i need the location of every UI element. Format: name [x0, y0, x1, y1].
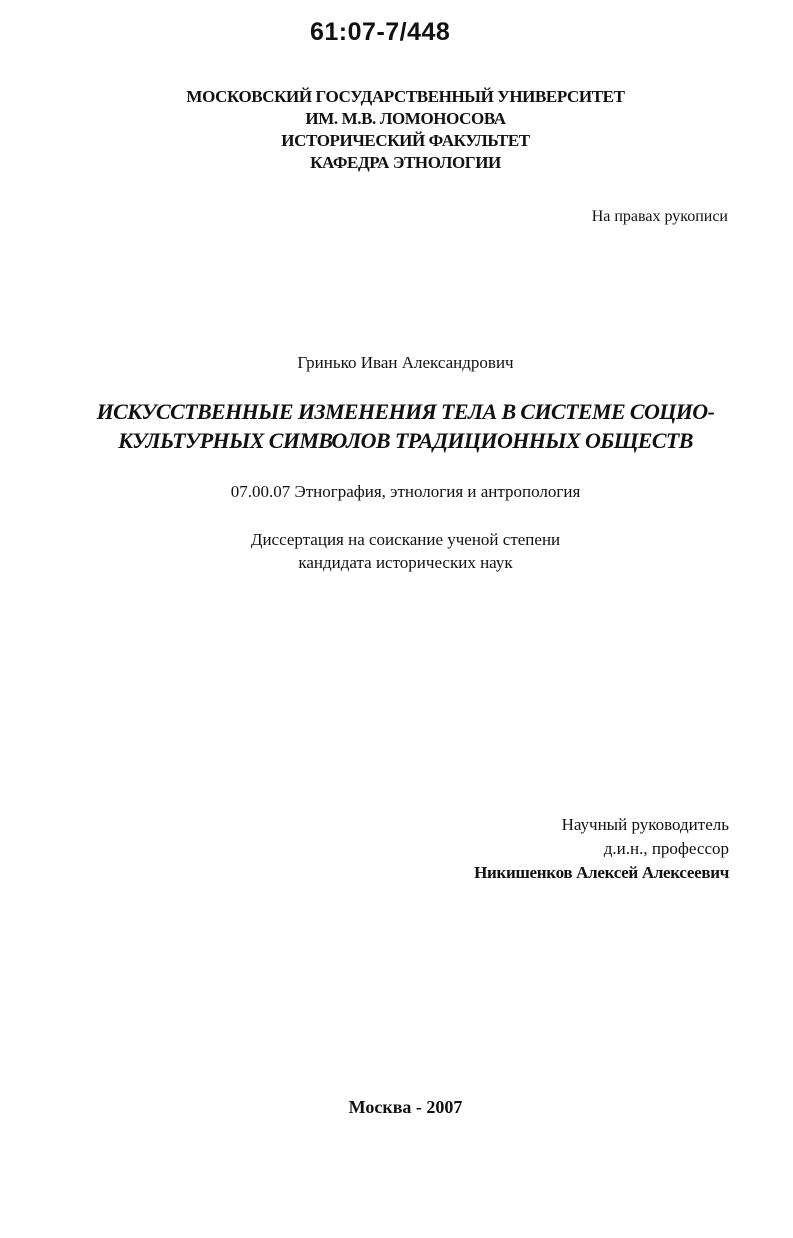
university-name: МОСКОВСКИЙ ГОСУДАРСТВЕННЫЙ УНИВЕРСИТЕТ — [186, 87, 625, 106]
degree-statement — [0, 528, 793, 574]
department-name: КАФЕДРА ЭТНОЛОГИИ — [310, 153, 501, 172]
specialty-code: 07.00.07 Этнография, этнология и антропология — [230, 482, 581, 501]
dissertation-title — [0, 397, 793, 455]
title-line: КУЛЬТУРНЫХ СИМВОЛОВ ТРАДИЦИОННЫХ ОБЩЕСТВ — [118, 428, 693, 453]
degree-line: кандидата исторических наук — [298, 553, 513, 572]
author-name: Гринько Иван Александрович — [297, 353, 514, 372]
supervisor-block — [474, 813, 729, 885]
supervisor-name: Никишенков Алексей Алексеевич — [474, 863, 729, 882]
faculty-name: ИСТОРИЧЕСКИЙ ФАКУЛЬТЕТ — [281, 131, 530, 150]
city-year: Москва - 2007 — [348, 1097, 463, 1117]
supervisor-credentials: д.и.н., профессор — [603, 839, 729, 858]
degree-line: Диссертация на соискание ученой степени — [250, 530, 561, 549]
institution-block — [0, 86, 793, 174]
title-line: ИСКУССТВЕННЫЕ ИЗМЕНЕНИЯ ТЕЛА В СИСТЕМЕ СОЦИО- — [96, 399, 715, 424]
supervisor-role: Научный руководитель — [561, 815, 729, 834]
catalog-number: 61:07-7/448 — [310, 18, 451, 46]
rights-note: На правах рукописи — [591, 208, 728, 225]
university-named-after: ИМ. М.В. ЛОМОНОСОВА — [305, 109, 506, 128]
